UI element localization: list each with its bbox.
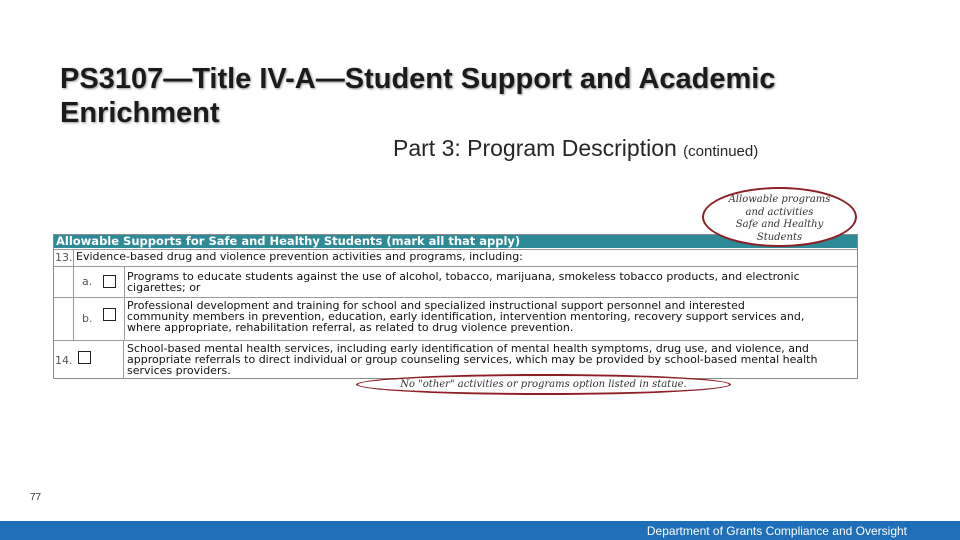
footer-bar [0,521,960,540]
item-13-number: 13. [55,251,73,264]
item-14-checkbox[interactable] [78,351,91,364]
subtitle-continued: (continued) [683,143,759,160]
item-14-line-2: appropriate referrals to direct individual or group counseling services, which may be provided by school-based mental health [127,353,818,366]
item-13-row [54,249,857,266]
item-14-number: 14. [55,354,73,367]
callout-line-2: and activities [745,206,814,218]
item-13-text: Evidence-based drug and violence prevention activities and programs, including: [76,250,523,263]
item-13b-checkbox[interactable] [103,308,116,321]
item-13a-line-1: Programs to educate students against the use of alcohol, tobacco, marijuana, smokeless tobacco products, and electronic [127,271,800,283]
item-13b-text [127,300,855,340]
item-13b-letter: b. [82,312,93,325]
no-other-option-callout: No "other" activities or programs option listed in statue. [356,374,731,395]
form-header: Allowable Supports for Safe and Healthy Students (mark all that apply) [54,235,857,248]
subtitle-main: Part 3: Program Description [393,135,677,161]
item-13a-checkbox[interactable] [103,275,116,288]
item-14-line-3: services providers. [127,364,231,377]
item-13a-row [54,266,857,297]
item-13b-line-1: Professional development and training for school and specialized instructional support personnel and interested [127,300,745,312]
callout-line-4: Students [756,231,803,243]
callout-line-3: Safe and Healthy [735,219,824,230]
item-14-row [54,340,857,379]
item-13b-line-2: community members in prevention, education, early identification, intervention mentoring, recovery support services and, [127,310,805,323]
item-13a-letter: a. [82,275,93,288]
form-screenshot [53,231,858,379]
item-14-line-1: School-based mental health services, including early identification of mental health symptoms, drug use, and violence, and [127,343,809,355]
slide-subtitle [393,135,758,162]
callout-line-1: Allowable programs [728,194,831,205]
slide-title: PS3107—Title IV-A—Student Support and Academic Enrichment [60,63,776,129]
item-13a-text [127,271,855,297]
allowable-programs-callout [702,187,857,247]
item-13b-row [54,297,857,340]
page-number: 77 [30,492,42,503]
item-13a-line-2: cigarettes; or [127,281,201,294]
footer-text: Department of Grants Compliance and Oversight [646,524,907,538]
item-13b-line-3: where appropriate, rehabilitation referral, as related to drug violence prevention. [127,321,574,334]
